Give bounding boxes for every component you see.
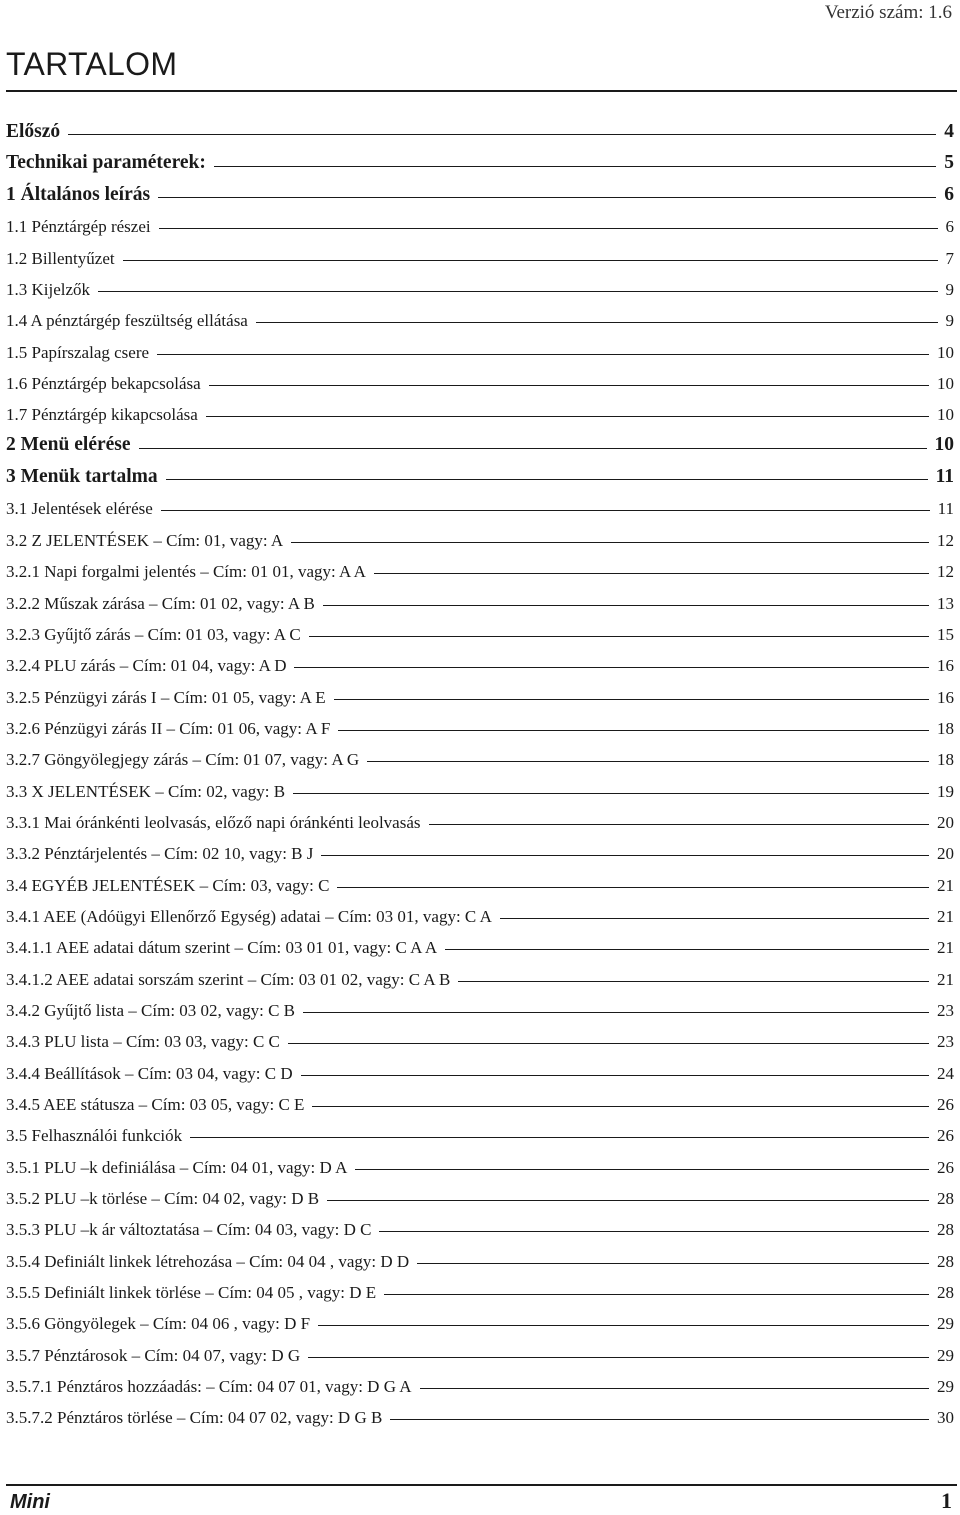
toc-entry-page: 9	[945, 280, 954, 300]
toc-leader-line	[294, 667, 929, 668]
toc-leader-line	[206, 416, 929, 417]
version-label: Verzió szám: 1.6	[824, 2, 952, 23]
toc-entry[interactable]	[6, 1211, 954, 1242]
toc-entry-title: 3.4.2 Gyűjtő lista – Cím: 03 02, vagy: C B	[6, 1000, 296, 1020]
toc-entry[interactable]	[6, 678, 954, 709]
toc-entry-page: 29	[937, 1314, 954, 1334]
toc-entry[interactable]	[6, 898, 954, 929]
toc-leader-line	[323, 605, 929, 606]
toc-entry[interactable]	[6, 1117, 954, 1148]
toc-entry-title: 1.4 A pénztárgép feszültség ellátása	[6, 311, 248, 331]
toc-entry[interactable]	[6, 333, 954, 364]
toc-entry-page: 20	[937, 812, 954, 832]
toc-entry-title: 1 Általános leírás	[6, 183, 151, 205]
toc-entry-title: 3.3 X JELENTÉSEK – Cím: 02, vagy: B	[6, 781, 286, 801]
toc-entry-title: 3.2.7 Göngyölegjegy zárás – Cím: 01 07, vagy: A G	[6, 750, 360, 770]
toc-leader-line	[308, 1357, 929, 1358]
toc-entry-title: 3.4.4 Beállítások – Cím: 03 04, vagy: C D	[6, 1063, 293, 1083]
toc-entry[interactable]	[6, 835, 954, 866]
toc-entry-page: 9	[945, 311, 954, 331]
toc-entry[interactable]	[6, 208, 954, 239]
toc-entry[interactable]	[6, 145, 954, 176]
toc-entry-title: 3.4.3 PLU lista – Cím: 03 03, vagy: C C	[6, 1032, 280, 1052]
toc-entry[interactable]	[6, 584, 954, 615]
toc-leader-line	[334, 699, 929, 700]
toc-entry-page: 6	[945, 217, 954, 237]
toc-entry-title: 3.5.4 Definiált linkek létrehozása – Cím: 04 04 , vagy: D D	[6, 1251, 410, 1271]
toc-entry-title: 3.4.1.1 AEE adatai dátum szerint – Cím: 03 01 01, vagy: C A A	[6, 938, 438, 958]
toc-entry[interactable]	[6, 114, 954, 145]
toc-leader-line	[214, 166, 936, 167]
toc-leader-line	[301, 1075, 929, 1076]
table-of-contents	[6, 114, 954, 1430]
toc-leader-line	[68, 134, 936, 135]
footer-divider	[6, 1484, 957, 1486]
toc-entry-page: 24	[937, 1063, 954, 1083]
toc-entry-page: 21	[937, 875, 954, 895]
toc-leader-line	[312, 1106, 929, 1107]
toc-entry-page: 4	[944, 120, 954, 142]
toc-entry-title: 3.2.3 Gyűjtő zárás – Cím: 01 03, vagy: A C	[6, 624, 301, 644]
toc-entry[interactable]	[6, 271, 954, 302]
toc-entry-title: 1.3 Kijelzők	[6, 280, 91, 300]
toc-entry-title: 1.5 Papírszalag csere	[6, 342, 150, 362]
toc-entry-page: 26	[937, 1095, 954, 1114]
toc-entry[interactable]	[6, 1274, 954, 1305]
toc-leader-line	[123, 260, 938, 261]
toc-entry-title: 3 Menük tartalma	[6, 465, 158, 487]
toc-leader-line	[379, 1231, 929, 1232]
toc-leader-line	[293, 793, 929, 794]
toc-entry-page: 10	[937, 405, 954, 425]
toc-entry-page: 23	[937, 1000, 954, 1020]
toc-leader-line	[338, 730, 929, 731]
toc-entry-title: 3.4.1 AEE (Adóügyi Ellenőrző Egység) adatai – Cím: 03 01, vagy: C A	[6, 906, 492, 926]
toc-entry[interactable]	[6, 1086, 954, 1117]
toc-entry-page: 29	[937, 1345, 954, 1365]
toc-leader-line	[139, 448, 927, 449]
toc-entry[interactable]	[6, 772, 954, 803]
toc-entry[interactable]	[6, 804, 954, 835]
toc-entry-page: 18	[937, 750, 954, 770]
toc-entry[interactable]	[6, 1305, 954, 1336]
toc-entry[interactable]	[6, 929, 954, 960]
toc-entry-page: 5	[944, 152, 954, 174]
toc-entry-title: Technikai paraméterek:	[6, 152, 206, 174]
toc-entry-page: 26	[937, 1126, 954, 1146]
toc-entry-page: 12	[937, 530, 954, 550]
page-title: TARTALOM	[6, 46, 178, 82]
toc-entry-page: 13	[937, 593, 954, 613]
toc-leader-line	[420, 1388, 929, 1389]
title-divider	[6, 90, 957, 92]
toc-entry[interactable]	[6, 866, 954, 897]
toc-leader-line	[309, 636, 929, 637]
toc-entry-page: 11	[935, 465, 954, 487]
toc-entry[interactable]	[6, 459, 954, 490]
toc-leader-line	[291, 542, 929, 543]
toc-entry-page: 28	[937, 1283, 954, 1303]
toc-entry-page: 21	[937, 969, 954, 989]
toc-entry[interactable]	[6, 960, 954, 991]
toc-entry[interactable]	[6, 302, 954, 333]
toc-entry-title: 3.5.7 Pénztárosok – Cím: 04 07, vagy: D G	[6, 1345, 301, 1365]
toc-entry-page: 18	[937, 718, 954, 738]
toc-entry-page: 21	[937, 906, 954, 926]
toc-entry-title: 3.4.1.2 AEE adatai sorszám szerint – Cím: 03 01 02, vagy: C A B	[6, 969, 451, 989]
toc-leader-line	[384, 1294, 929, 1295]
toc-leader-line	[367, 761, 929, 762]
toc-leader-line	[190, 1137, 929, 1138]
toc-entry-title: 2 Menü elérése	[6, 434, 131, 456]
toc-leader-line	[321, 855, 929, 856]
toc-leader-line	[355, 1169, 929, 1170]
toc-entry-page: 10	[937, 342, 954, 362]
toc-entry[interactable]	[6, 647, 954, 678]
toc-entry-page: 16	[937, 687, 954, 707]
toc-entry-title: 3.1 Jelentések elérése	[6, 499, 153, 519]
toc-entry-title: 1.6 Pénztárgép bekapcsolása	[6, 374, 201, 394]
toc-leader-line	[458, 981, 929, 982]
toc-leader-line	[256, 322, 938, 323]
footer-page-number: 1	[941, 1488, 952, 1513]
toc-leader-line	[417, 1263, 929, 1264]
toc-entry-page: 10	[934, 434, 954, 456]
toc-entry-title: 3.2.6 Pénzügyi zárás II – Cím: 01 06, vagy: A F	[6, 718, 331, 738]
toc-entry-title: 3.5.7.2 Pénztáros törlése – Cím: 04 07 02, vagy: D G B	[6, 1408, 383, 1428]
toc-entry-title: 1.7 Pénztárgép kikapcsolása	[6, 405, 198, 425]
toc-entry-title: 3.5.5 Definiált linkek törlése – Cím: 04 05 , vagy: D E	[6, 1283, 377, 1303]
toc-entry-page: 26	[937, 1157, 954, 1177]
toc-leader-line	[445, 949, 929, 950]
toc-entry-page: 30	[937, 1408, 954, 1428]
toc-leader-line	[159, 228, 938, 229]
toc-leader-line	[500, 918, 929, 919]
toc-leader-line	[158, 197, 936, 198]
toc-entry-page: 23	[937, 1032, 954, 1052]
toc-entry[interactable]	[6, 1368, 954, 1399]
toc-entry-title: 3.2.4 PLU zárás – Cím: 01 04, vagy: A D	[6, 656, 287, 676]
toc-entry-page: 6	[944, 183, 954, 205]
toc-leader-line	[157, 354, 929, 355]
toc-leader-line	[288, 1043, 929, 1044]
toc-leader-line	[318, 1325, 929, 1326]
toc-entry[interactable]	[6, 710, 954, 741]
toc-entry-title: 3.3.1 Mai óránkénti leolvasás, előző napi óránkénti leolvasás	[6, 812, 421, 832]
toc-entry[interactable]	[6, 1399, 954, 1430]
toc-entry-title: 3.5.6 Göngyölegek – Cím: 04 06 , vagy: D F	[6, 1314, 311, 1334]
toc-entry-title: 3.2.2 Műszak zárása – Cím: 01 02, vagy: A B	[6, 593, 315, 613]
toc-entry[interactable]	[6, 741, 954, 772]
toc-entry-page: 15	[937, 624, 954, 644]
toc-entry[interactable]	[6, 1242, 954, 1273]
toc-entry-title: 3.5.7.1 Pénztáros hozzáadás: – Cím: 04 07 01, vagy: D G A	[6, 1377, 412, 1397]
toc-entry[interactable]	[6, 1336, 954, 1367]
toc-entry[interactable]	[6, 992, 954, 1023]
toc-entry[interactable]	[6, 521, 954, 552]
footer-product-name: Mini	[10, 1491, 50, 1513]
toc-entry-page: 28	[937, 1251, 954, 1271]
toc-entry[interactable]	[6, 1054, 954, 1085]
toc-entry-page: 10	[937, 374, 954, 394]
toc-leader-line	[429, 824, 930, 825]
toc-entry[interactable]	[6, 427, 954, 458]
toc-entry-title: 3.4 EGYÉB JELENTÉSEK – Cím: 03, vagy: C	[6, 875, 330, 895]
toc-leader-line	[374, 573, 929, 574]
toc-entry-page: 7	[945, 248, 954, 268]
toc-entry[interactable]	[6, 177, 954, 208]
toc-entry-page: 29	[937, 1377, 954, 1397]
toc-entry-title: 3.5.2 PLU –k törlése – Cím: 04 02, vagy: D B	[6, 1189, 320, 1209]
toc-entry-page: 12	[937, 562, 954, 582]
toc-leader-line	[161, 510, 930, 511]
toc-leader-line	[337, 887, 929, 888]
toc-entry-title: 1.1 Pénztárgép részei	[6, 217, 151, 237]
toc-leader-line	[327, 1200, 929, 1201]
toc-leader-line	[98, 291, 937, 292]
toc-leader-line	[166, 479, 928, 480]
toc-entry-title: 3.2 Z JELENTÉSEK – Cím: 01, vagy: A	[6, 530, 284, 550]
toc-entry[interactable]	[6, 1180, 954, 1211]
toc-entry-page: 19	[937, 781, 954, 801]
toc-entry-page: 11	[937, 499, 954, 519]
toc-leader-line	[303, 1012, 929, 1013]
toc-entry-page: 21	[937, 938, 954, 958]
toc-leader-line	[390, 1419, 929, 1420]
toc-leader-line	[209, 385, 929, 386]
toc-entry-title: 3.5.3 PLU –k ár változtatása – Cím: 04 03, vagy: D C	[6, 1220, 372, 1240]
toc-entry[interactable]	[6, 553, 954, 584]
toc-entry-title: 3.3.2 Pénztárjelentés – Cím: 02 10, vagy: B J	[6, 844, 314, 864]
toc-entry-page: 16	[937, 656, 954, 676]
toc-entry-title: 3.5 Felhasználói funkciók	[6, 1126, 183, 1146]
toc-entry-page: 28	[937, 1220, 954, 1240]
toc-entry-page: 20	[937, 844, 954, 864]
toc-entry-title: 1.2 Billentyűzet	[6, 248, 115, 268]
toc-entry[interactable]	[6, 616, 954, 647]
toc-entry-title: 3.4.5 AEE státusza – Cím: 03 05, vagy: C E	[6, 1095, 305, 1114]
toc-entry[interactable]	[6, 1148, 954, 1179]
toc-entry[interactable]	[6, 1023, 954, 1054]
toc-entry[interactable]	[6, 365, 954, 396]
toc-entry-title: 3.5.1 PLU –k definiálása – Cím: 04 01, vagy: D A	[6, 1157, 348, 1177]
toc-entry[interactable]	[6, 239, 954, 270]
toc-entry-title: Előszó	[6, 120, 61, 142]
toc-entry-page: 28	[937, 1189, 954, 1209]
toc-entry[interactable]	[6, 490, 954, 521]
toc-entry-title: 3.2.1 Napi forgalmi jelentés – Cím: 01 01, vagy: A A	[6, 562, 366, 582]
toc-entry[interactable]	[6, 396, 954, 427]
toc-entry-title: 3.2.5 Pénzügyi zárás I – Cím: 01 05, vagy: A E	[6, 687, 326, 707]
